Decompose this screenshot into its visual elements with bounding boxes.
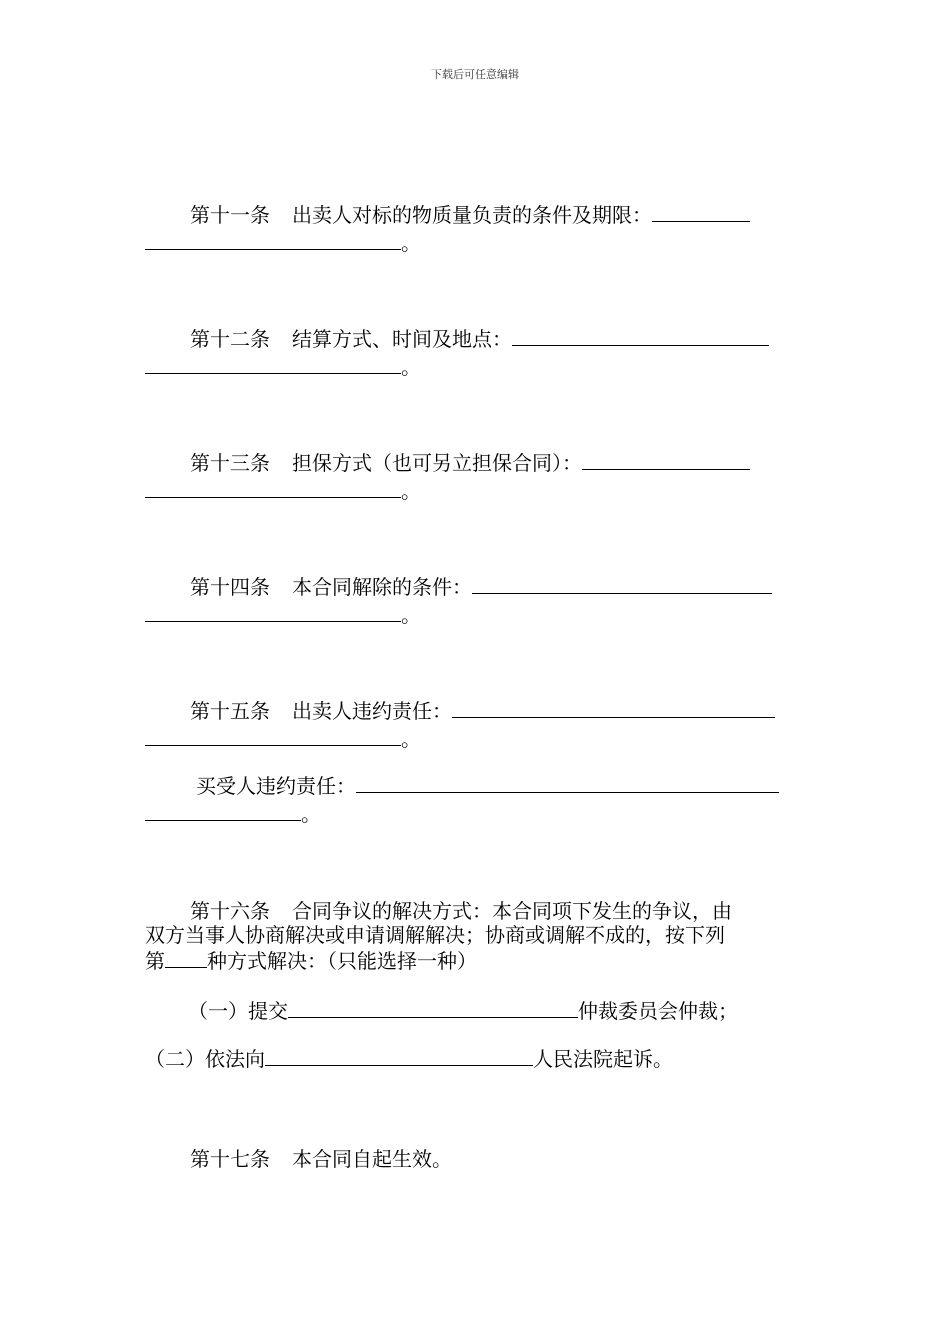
- article-12-blank-1[interactable]: [512, 325, 769, 346]
- article-15-sub-text: 买受人违约责任：: [196, 774, 356, 798]
- article-17-number: 第十七条: [190, 1147, 270, 1171]
- article-13-number: 第十三条: [190, 451, 270, 475]
- article-12-blank-2[interactable]: [145, 353, 401, 374]
- article-15-blank-1[interactable]: [452, 697, 775, 718]
- article-16-line-1: [190, 899, 732, 923]
- article-11-end: 。: [401, 231, 421, 255]
- article-16-number: 第十六条: [190, 899, 270, 923]
- article-16-line-2: [145, 923, 725, 947]
- article-12-end: 。: [401, 355, 421, 379]
- article-16-text-3b: 种方式解决：（只能选择一种）: [207, 949, 477, 973]
- article-16-text-3a: 第: [145, 949, 165, 973]
- article-15-sub-blank-2[interactable]: [145, 800, 301, 821]
- article-11-blank-1[interactable]: [652, 201, 750, 222]
- article-15-sub-line-2: [145, 800, 321, 826]
- article-12-line-1: [190, 325, 769, 351]
- article-13-end: 。: [401, 479, 421, 503]
- article-15-blank-2[interactable]: [145, 725, 401, 746]
- article-11-text: 出卖人对标的物质量负责的条件及期限：: [292, 203, 652, 227]
- article-13-text: 担保方式（也可另立担保合同）：: [292, 451, 582, 475]
- article-15-line-2: [145, 725, 421, 751]
- article-16-choice-blank[interactable]: [165, 947, 207, 968]
- article-11-line-2: [145, 229, 421, 255]
- article-12-number: 第十二条: [190, 327, 270, 351]
- article-14-blank-2[interactable]: [145, 601, 401, 622]
- article-15-sub-end: 。: [301, 802, 321, 826]
- article-14-blank-1[interactable]: [472, 573, 772, 594]
- article-16-text-1: 合同争议的解决方式：本合同项下发生的争议，由: [292, 899, 732, 923]
- article-14-text: 本合同解除的条件：: [292, 575, 472, 599]
- article-14-number: 第十四条: [190, 575, 270, 599]
- article-13-line-1: [190, 449, 750, 475]
- article-12-text: 结算方式、时间及地点：: [292, 327, 512, 351]
- court-blank[interactable]: [265, 1045, 533, 1066]
- article-16-option-2: [145, 1045, 673, 1071]
- watermark-header: 下载后可任意编辑: [431, 68, 519, 81]
- article-13-line-2: [145, 477, 421, 503]
- article-12-line-2: [145, 353, 421, 379]
- article-16-option-1-suffix: 仲裁委员会仲裁；: [578, 999, 738, 1023]
- article-14-line-2: [145, 601, 421, 627]
- article-15-line-1: [190, 697, 775, 723]
- article-11-blank-2[interactable]: [145, 229, 401, 250]
- article-14-line-1: [190, 573, 772, 599]
- article-16-option-1: [188, 997, 738, 1023]
- article-11-line-1: [190, 201, 750, 227]
- article-13-blank-2[interactable]: [145, 477, 401, 498]
- article-16-option-1-prefix: （一）提交: [188, 999, 288, 1023]
- article-15-text: 出卖人违约责任：: [292, 699, 452, 723]
- article-16-option-2-suffix: 人民法院起诉。: [533, 1047, 673, 1071]
- article-16-line-3: [145, 947, 477, 973]
- arbitration-committee-blank[interactable]: [288, 997, 578, 1018]
- article-15-sub-line-1: [196, 772, 779, 798]
- article-11-number: 第十一条: [190, 203, 270, 227]
- article-15-number: 第十五条: [190, 699, 270, 723]
- article-16-text-2: 双方当事人协商解决或申请调解解决；协商或调解不成的，按下列: [145, 923, 725, 947]
- article-13-blank-1[interactable]: [582, 449, 750, 470]
- article-17-text: 本合同自起生效。: [292, 1147, 452, 1171]
- article-15-sub-blank-1[interactable]: [356, 772, 779, 793]
- article-16-option-2-prefix: （二）依法向: [145, 1047, 265, 1071]
- article-14-end: 。: [401, 603, 421, 627]
- article-15-end: 。: [401, 727, 421, 751]
- article-17-line-1: [190, 1147, 452, 1171]
